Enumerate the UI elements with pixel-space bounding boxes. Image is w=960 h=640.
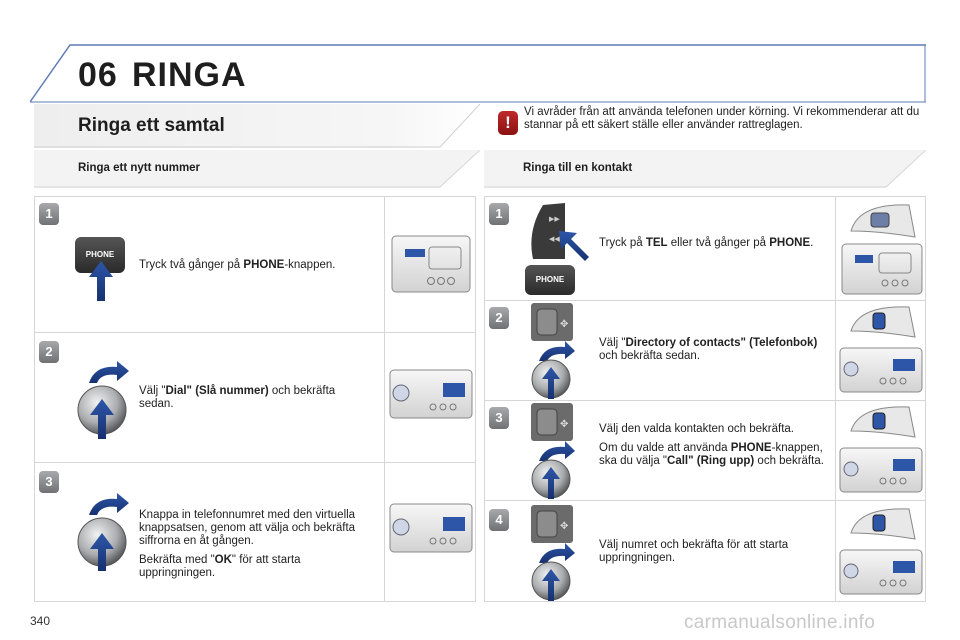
radio-device-icon [389, 503, 473, 553]
right-step-2 [485, 301, 925, 401]
diagonal-arrow-icon [559, 231, 589, 261]
scroll-wheel-control-icon [531, 403, 573, 441]
step-number-badge: 2 [489, 307, 509, 329]
left-step-1 [35, 197, 475, 333]
phone-button-image: PHONE [75, 237, 125, 273]
steering-wheel-control-icon [849, 201, 917, 241]
left-step-3 [35, 463, 475, 603]
radio-device-icon [839, 447, 923, 493]
step-number-badge: 4 [489, 509, 509, 531]
chapter-number: 06 [78, 56, 118, 94]
step-number-badge: 1 [39, 203, 59, 225]
right-steps-panel [484, 196, 926, 602]
press-arrow-icon [542, 569, 560, 601]
page-number: 340 [30, 614, 51, 628]
press-arrow-icon [542, 367, 560, 399]
phone-button-image: PHONE [525, 265, 575, 295]
svg-text:▶▶: ▶▶ [549, 215, 560, 223]
press-arrow-icon [90, 399, 114, 439]
instruction-line: Bekräfta med "OK" för att starta uppringningen. [139, 554, 301, 579]
steering-wheel-control-icon [849, 303, 917, 341]
svg-text:✥: ✥ [560, 319, 569, 330]
steering-wheel-control-icon [849, 505, 917, 543]
left-steps-panel [34, 196, 476, 602]
chapter-header [30, 44, 926, 104]
step-number-badge: 1 [489, 203, 509, 225]
watermark: carmanualsonline.info [684, 612, 876, 633]
step-instruction: Välj "Dial" (Slå nummer) och bekräfta sedan. [139, 385, 336, 410]
instruction-line: Knappa in telefonnumret med den virtuella knappsatsen, genom att välja och bekräfta siffrorna en åt gången. [139, 509, 356, 547]
instruction-line: Välj den valda kontakten och bekräfta. [599, 423, 794, 435]
press-arrow-icon [90, 533, 114, 571]
step-number-badge: 3 [39, 471, 59, 493]
press-arrow-icon [542, 467, 560, 499]
right-step-4 [485, 501, 925, 603]
chapter-title: RINGA [132, 56, 247, 94]
right-step-1 [485, 197, 925, 301]
svg-text:✥: ✥ [560, 521, 569, 532]
step-instruction: Tryck två gånger på PHONE-knappen. [139, 259, 336, 271]
warning-text: Vi avråder från att använda telefonen under körning. Vi rekommenderar att du stannar på ett säkert ställe eller använder rattreglagen. [524, 106, 920, 131]
scroll-wheel-control-icon [531, 303, 573, 341]
step-instruction: Välj numret och bekräfta för att starta uppringningen. [599, 539, 789, 564]
section-title: Ringa ett samtal [78, 115, 225, 136]
svg-text:◀◀: ◀◀ [549, 235, 560, 243]
up-arrow-icon [89, 261, 113, 301]
radio-device-icon [841, 243, 923, 295]
step-number-badge: 2 [39, 341, 59, 363]
right-step-3 [485, 401, 925, 501]
right-subtitle: Ringa till en kontakt [523, 162, 633, 174]
svg-text:✥: ✥ [560, 419, 569, 430]
rotate-arrow-icon [87, 361, 131, 385]
scroll-wheel-control-icon [531, 505, 573, 543]
radio-device-icon [839, 549, 923, 595]
step-instruction: Tryck på TEL eller två gånger på PHONE. [599, 237, 814, 249]
radio-device-icon [389, 369, 473, 419]
left-step-2 [35, 333, 475, 463]
exclamation-icon: ! [498, 111, 518, 135]
step-instruction [139, 509, 369, 586]
left-subtitle: Ringa ett nytt nummer [78, 162, 201, 174]
step-instruction [599, 423, 825, 474]
rotate-arrow-icon [87, 493, 131, 517]
instruction-line: Om du valde att använda PHONE-knappen, ska du välja "Call" (Ring upp) och bekräfta. [599, 442, 824, 467]
radio-device-icon [839, 347, 923, 393]
step-instruction: Välj "Directory of contacts" (Telefonbok) och bekräfta sedan. [599, 337, 818, 362]
radio-device-icon [391, 235, 471, 293]
steering-wheel-control-icon [849, 403, 917, 441]
step-number-badge: 3 [489, 407, 509, 429]
